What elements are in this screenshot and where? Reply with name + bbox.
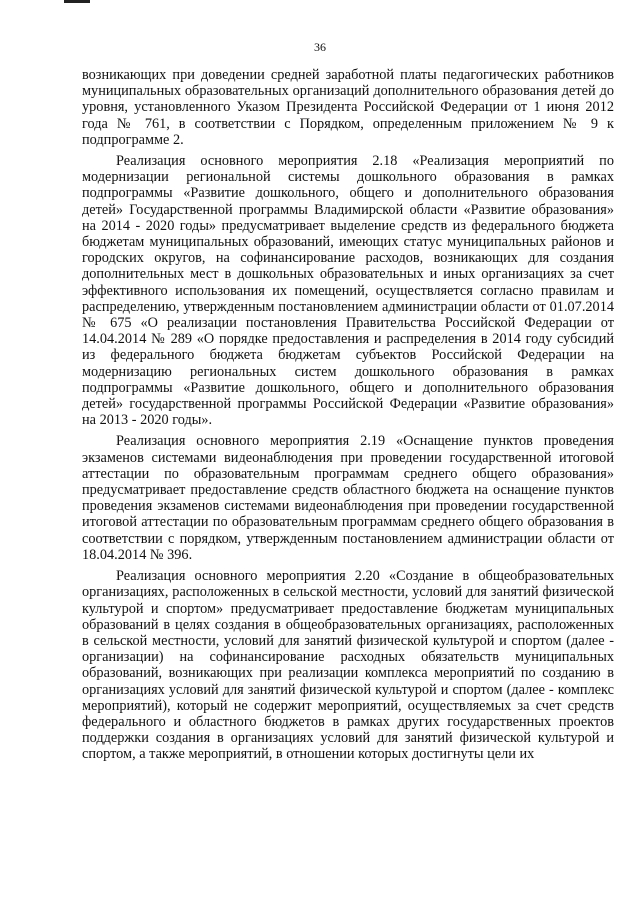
paragraph-4: Реализация основного мероприятия 2.20 «Создание в общеобразовательных организациях, расположенных в сельской местности, условий для занятий физической культурой и спортом» предусматривает предоставление бюджетам муниципальных образований в целях создания в общеобразовательных организациях, расположенных в сельской местности, условий для занятий физической культурой и спортом (далее - организации) на софинансирование расходных обязательств муниципальных образований, возникающих при реализации комплекса мероприятий по созданию в организациях условий для занятий физической культурой и спортом (далее - комплекс мероприятий), который не содержит мероприятий, осуществляемых за счет средств федерального и областного бюджетов в рамках других государственных проектов поддержки создания в организациях условий для занятий физической культурой и спортом, а также мероприятий, в отношении которых достигнуты цели их (82, 568, 614, 763)
scan-edge-mark (64, 0, 90, 3)
paragraph-2: Реализация основного мероприятия 2.18 «Реализация мероприятий по модернизации региональной системы дошкольного образования в рамках подпрограммы «Развитие дошкольного, общего и дополнительного образования детей» Государственной программы Владимирской области «Развитие образования» на 2014 - 2020 годы» предусматривает выделение средств из федерального бюджета бюджетам муниципальных образований, имеющих статус муниципальных районов и городских округов, на софинансирование расходов, возникающих для создания дополнительных мест в дошкольных образовательных и иных организациях за счет эффективного использования их помещений, осуществляется согласно правилам и распределению, утвержденным постановлением администрации области от 01.07.2014 № 675 «О реализации постановления Правительства Российской Федерации от 14.04.2014 № 289 «О порядке предоставления и распределения в 2014 году субсидий из федерального бюджета бюджетам субъектов Российской Федерации на модернизацию региональных систем дошкольного образования в рамках подпрограммы «Развитие дошкольного, общего и дополнительного образования детей» государственной программы Российской Федерации «Развитие образования» на 2013 - 2020 годы». (82, 153, 614, 429)
paragraph-3: Реализация основного мероприятия 2.19 «Оснащение пунктов проведения экзаменов системами видеонаблюдения при проведении государственной итоговой аттестации по образовательным программам среднего общего образования» предусматривает предоставление средств областного бюджета на оснащение пунктов проведения экзаменов системами видеонаблюдения при проведении государственной итоговой аттестации по образовательным программам среднего общего образования в соответствии с порядком, утвержденным постановлением администрации области от 18.04.2014 № 396. (82, 433, 614, 563)
page-number: 36 (314, 40, 326, 54)
document-body (82, 67, 614, 768)
paragraph-1: возникающих при доведении средней заработной платы педагогических работников муниципальных образовательных организаций дополнительного образования детей до уровня, установленного Указом Президента Российской Федерации от 1 июня 2012 года № 761, в соответствии с Порядком, определенным приложением № 9 к подпрограмме 2. (82, 67, 614, 148)
